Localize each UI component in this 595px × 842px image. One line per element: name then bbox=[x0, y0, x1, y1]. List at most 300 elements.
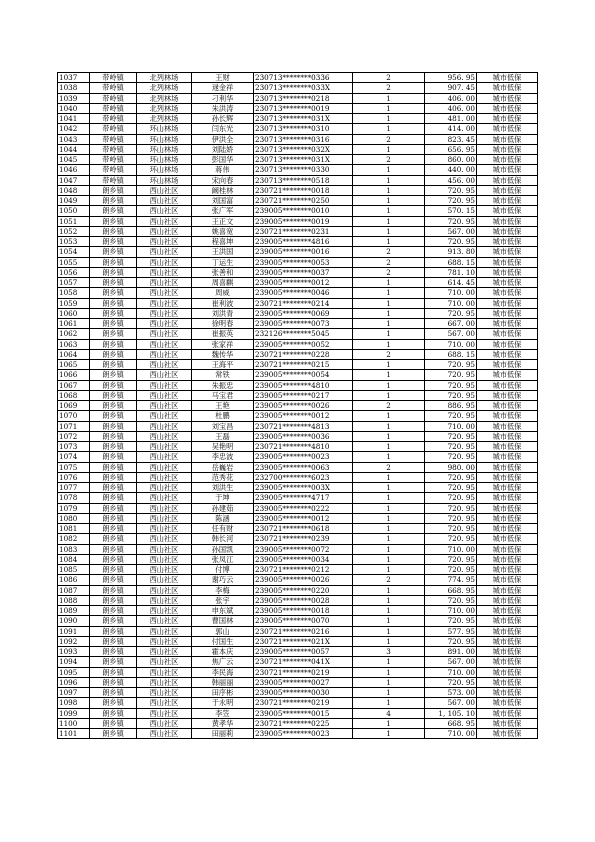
benefit-type-cell: 城市低保 bbox=[477, 401, 538, 411]
town-cell: 朗乡镇 bbox=[90, 452, 137, 462]
household-size-cell: 2 bbox=[353, 155, 425, 165]
amount-cell: 710. 00 bbox=[425, 298, 477, 308]
household-size-cell: 1 bbox=[353, 411, 425, 421]
household-size-cell: 1 bbox=[353, 390, 425, 400]
town-cell: 朗乡镇 bbox=[90, 237, 137, 247]
row-number-cell: 1100 bbox=[58, 718, 90, 728]
person-name-cell: 徐明春 bbox=[192, 319, 254, 329]
town-cell: 带岭镇 bbox=[90, 155, 137, 165]
town-cell: 朗乡镇 bbox=[90, 698, 137, 708]
row-number-cell: 1094 bbox=[58, 657, 90, 667]
person-name-cell: 王艳 bbox=[192, 401, 254, 411]
amount-cell: 720. 95 bbox=[425, 380, 477, 390]
row-number-cell: 1055 bbox=[58, 257, 90, 267]
table-row bbox=[58, 483, 538, 493]
amount-cell: 823. 45 bbox=[425, 134, 477, 144]
benefit-type-cell: 城市低保 bbox=[477, 349, 538, 359]
amount-cell: 667. 00 bbox=[425, 319, 477, 329]
table-row bbox=[58, 175, 538, 185]
row-number-cell: 1073 bbox=[58, 442, 90, 452]
town-cell: 朗乡镇 bbox=[90, 513, 137, 523]
town-cell: 带岭镇 bbox=[90, 144, 137, 154]
household-size-cell: 1 bbox=[353, 698, 425, 708]
id-number-cell: 239005********0023 bbox=[254, 729, 353, 739]
table-row bbox=[58, 308, 538, 318]
benefit-type-cell: 城市低保 bbox=[477, 411, 538, 421]
row-number-cell: 1044 bbox=[58, 144, 90, 154]
household-size-cell: 1 bbox=[353, 431, 425, 441]
town-cell: 朗乡镇 bbox=[90, 247, 137, 257]
table-row bbox=[58, 616, 538, 626]
person-name-cell: 田丽莉 bbox=[192, 729, 254, 739]
amount-cell: 720. 95 bbox=[425, 483, 477, 493]
amount-cell: 710. 00 bbox=[425, 339, 477, 349]
person-name-cell: 张宇 bbox=[192, 595, 254, 605]
benefit-type-cell: 城市低保 bbox=[477, 677, 538, 687]
household-size-cell: 1 bbox=[353, 513, 425, 523]
person-name-cell: 李民海 bbox=[192, 667, 254, 677]
person-name-cell: 曹国林 bbox=[192, 616, 254, 626]
household-size-cell: 1 bbox=[353, 298, 425, 308]
community-cell: 西山社区 bbox=[137, 185, 192, 195]
person-name-cell: 王财 bbox=[192, 73, 254, 83]
table-row bbox=[58, 165, 538, 175]
id-number-cell: 239005********0012 bbox=[254, 513, 353, 523]
household-size-cell: 1 bbox=[353, 524, 425, 534]
table-row bbox=[58, 585, 538, 595]
benefit-type-cell: 城市低保 bbox=[477, 206, 538, 216]
benefit-type-cell: 城市低保 bbox=[477, 144, 538, 154]
table-row bbox=[58, 349, 538, 359]
household-size-cell: 1 bbox=[353, 360, 425, 370]
benefit-type-cell: 城市低保 bbox=[477, 216, 538, 226]
community-cell: 西山社区 bbox=[137, 411, 192, 421]
id-number-cell: 230713********031X bbox=[254, 114, 353, 124]
community-cell: 西山社区 bbox=[137, 688, 192, 698]
row-number-cell: 1092 bbox=[58, 636, 90, 646]
table-row bbox=[58, 431, 538, 441]
row-number-cell: 1067 bbox=[58, 380, 90, 390]
amount-cell: 720. 95 bbox=[425, 565, 477, 575]
household-size-cell: 2 bbox=[353, 349, 425, 359]
amount-cell: 440. 00 bbox=[425, 165, 477, 175]
town-cell: 带岭镇 bbox=[90, 73, 137, 83]
amount-cell: 720. 95 bbox=[425, 677, 477, 687]
person-name-cell: 付博 bbox=[192, 565, 254, 575]
table-row bbox=[58, 667, 538, 677]
table-row bbox=[58, 595, 538, 605]
community-cell: 西山社区 bbox=[137, 196, 192, 206]
town-cell: 朗乡镇 bbox=[90, 718, 137, 728]
amount-cell: 710. 00 bbox=[425, 667, 477, 677]
town-cell: 朗乡镇 bbox=[90, 370, 137, 380]
town-cell: 带岭镇 bbox=[90, 175, 137, 185]
row-number-cell: 1081 bbox=[58, 524, 90, 534]
benefit-type-cell: 城市低保 bbox=[477, 667, 538, 677]
amount-cell: 1, 105. 10 bbox=[425, 708, 477, 718]
town-cell: 朗乡镇 bbox=[90, 206, 137, 216]
table-row bbox=[58, 73, 538, 83]
community-cell: 西山社区 bbox=[137, 319, 192, 329]
household-size-cell: 1 bbox=[353, 606, 425, 616]
table-row bbox=[58, 155, 538, 165]
household-size-cell: 1 bbox=[353, 667, 425, 677]
community-cell: 西山社区 bbox=[137, 339, 192, 349]
community-cell: 西山社区 bbox=[137, 606, 192, 616]
table-row bbox=[58, 93, 538, 103]
id-number-cell: 239005********0036 bbox=[254, 431, 353, 441]
household-size-cell: 1 bbox=[353, 616, 425, 626]
person-name-cell: 岳巍岩 bbox=[192, 462, 254, 472]
town-cell: 朗乡镇 bbox=[90, 483, 137, 493]
community-cell: 西山社区 bbox=[137, 513, 192, 523]
id-number-cell: 230721********4813 bbox=[254, 421, 353, 431]
benefit-type-cell: 城市低保 bbox=[477, 503, 538, 513]
town-cell: 朗乡镇 bbox=[90, 267, 137, 277]
person-name-cell: 孙国凯 bbox=[192, 544, 254, 554]
household-size-cell: 3 bbox=[353, 647, 425, 657]
person-name-cell: 李忠波 bbox=[192, 452, 254, 462]
person-name-cell: 陈涵 bbox=[192, 513, 254, 523]
row-number-cell: 1069 bbox=[58, 401, 90, 411]
community-cell: 西山社区 bbox=[137, 278, 192, 288]
amount-cell: 710. 00 bbox=[425, 544, 477, 554]
amount-cell: 720. 95 bbox=[425, 452, 477, 462]
amount-cell: 720. 95 bbox=[425, 431, 477, 441]
benefit-type-cell: 城市低保 bbox=[477, 554, 538, 564]
household-size-cell: 1 bbox=[353, 442, 425, 452]
benefit-type-cell: 城市低保 bbox=[477, 708, 538, 718]
benefit-type-cell: 城市低保 bbox=[477, 329, 538, 339]
town-cell: 朗乡镇 bbox=[90, 493, 137, 503]
benefit-type-cell: 城市低保 bbox=[477, 196, 538, 206]
row-number-cell: 1043 bbox=[58, 134, 90, 144]
town-cell: 朗乡镇 bbox=[90, 472, 137, 482]
table-row bbox=[58, 452, 538, 462]
household-size-cell: 4 bbox=[353, 708, 425, 718]
community-cell: 环山林场 bbox=[137, 165, 192, 175]
amount-cell: 891. 00 bbox=[425, 647, 477, 657]
row-number-cell: 1047 bbox=[58, 175, 90, 185]
person-name-cell: 周喜麒 bbox=[192, 278, 254, 288]
table-row bbox=[58, 575, 538, 585]
id-number-cell: 230721********0228 bbox=[254, 349, 353, 359]
benefit-type-cell: 城市低保 bbox=[477, 647, 538, 657]
person-name-cell: 刘陆娇 bbox=[192, 144, 254, 154]
table-row bbox=[58, 626, 538, 636]
community-cell: 西山社区 bbox=[137, 390, 192, 400]
benefit-type-cell: 城市低保 bbox=[477, 657, 538, 667]
benefit-type-cell: 城市低保 bbox=[477, 165, 538, 175]
row-number-cell: 1063 bbox=[58, 339, 90, 349]
row-number-cell: 1083 bbox=[58, 544, 90, 554]
community-cell: 西山社区 bbox=[137, 493, 192, 503]
id-number-cell: 230721********4810 bbox=[254, 442, 353, 452]
town-cell: 朗乡镇 bbox=[90, 185, 137, 195]
benefit-type-cell: 城市低保 bbox=[477, 575, 538, 585]
id-number-cell: 230721********0219 bbox=[254, 667, 353, 677]
amount-cell: 567. 00 bbox=[425, 226, 477, 236]
table-row bbox=[58, 708, 538, 718]
id-number-cell: 239005********0072 bbox=[254, 544, 353, 554]
person-name-cell: 刁利华 bbox=[192, 93, 254, 103]
id-number-cell: 230713********0336 bbox=[254, 73, 353, 83]
table-row bbox=[58, 319, 538, 329]
id-number-cell: 239005********0026 bbox=[254, 401, 353, 411]
household-size-cell: 1 bbox=[353, 729, 425, 739]
benefit-type-cell: 城市低保 bbox=[477, 472, 538, 482]
household-size-cell: 1 bbox=[353, 103, 425, 113]
table-row bbox=[58, 472, 538, 482]
person-name-cell: 黄孝华 bbox=[192, 718, 254, 728]
row-number-cell: 1039 bbox=[58, 93, 90, 103]
town-cell: 朗乡镇 bbox=[90, 442, 137, 452]
amount-cell: 781. 10 bbox=[425, 267, 477, 277]
benefit-type-cell: 城市低保 bbox=[477, 298, 538, 308]
id-number-cell: 239005********0057 bbox=[254, 647, 353, 657]
benefit-type-cell: 城市低保 bbox=[477, 524, 538, 534]
table-row bbox=[58, 298, 538, 308]
community-cell: 西山社区 bbox=[137, 206, 192, 216]
community-cell: 西山社区 bbox=[137, 534, 192, 544]
person-name-cell: 范秀花 bbox=[192, 472, 254, 482]
id-number-cell: 230713********0218 bbox=[254, 93, 353, 103]
amount-cell: 710. 00 bbox=[425, 606, 477, 616]
community-cell: 西山社区 bbox=[137, 237, 192, 247]
community-cell: 环山林场 bbox=[137, 175, 192, 185]
benefit-type-cell: 城市低保 bbox=[477, 595, 538, 605]
benefit-type-cell: 城市低保 bbox=[477, 565, 538, 575]
benefit-type-cell: 城市低保 bbox=[477, 636, 538, 646]
benefit-type-cell: 城市低保 bbox=[477, 390, 538, 400]
town-cell: 朗乡镇 bbox=[90, 319, 137, 329]
community-cell: 西山社区 bbox=[137, 708, 192, 718]
amount-cell: 913. 80 bbox=[425, 247, 477, 257]
person-name-cell: 霍本庆 bbox=[192, 647, 254, 657]
benefit-type-cell: 城市低保 bbox=[477, 73, 538, 83]
table-row bbox=[58, 606, 538, 616]
person-name-cell: 王磊 bbox=[192, 431, 254, 441]
household-size-cell: 1 bbox=[353, 196, 425, 206]
community-cell: 西山社区 bbox=[137, 677, 192, 687]
amount-cell: 720. 95 bbox=[425, 513, 477, 523]
row-number-cell: 1068 bbox=[58, 390, 90, 400]
household-size-cell: 1 bbox=[353, 329, 425, 339]
id-number-cell: 239005********0220 bbox=[254, 585, 353, 595]
table-row bbox=[58, 513, 538, 523]
row-number-cell: 1057 bbox=[58, 278, 90, 288]
amount-cell: 710. 00 bbox=[425, 288, 477, 298]
amount-cell: 980. 00 bbox=[425, 462, 477, 472]
table-row bbox=[58, 124, 538, 134]
row-number-cell: 1059 bbox=[58, 298, 90, 308]
town-cell: 朗乡镇 bbox=[90, 626, 137, 636]
person-name-cell: 姚喜宽 bbox=[192, 226, 254, 236]
community-cell: 北列林场 bbox=[137, 73, 192, 83]
id-number-cell: 239005********0070 bbox=[254, 616, 353, 626]
benefit-type-cell: 城市低保 bbox=[477, 237, 538, 247]
household-size-cell: 1 bbox=[353, 319, 425, 329]
household-size-cell: 1 bbox=[353, 503, 425, 513]
amount-cell: 907. 45 bbox=[425, 83, 477, 93]
community-cell: 西山社区 bbox=[137, 329, 192, 339]
community-cell: 西山社区 bbox=[137, 216, 192, 226]
amount-cell: 720. 95 bbox=[425, 370, 477, 380]
amount-cell: 406. 00 bbox=[425, 103, 477, 113]
person-name-cell: 闫东光 bbox=[192, 124, 254, 134]
community-cell: 西山社区 bbox=[137, 585, 192, 595]
table-row bbox=[58, 83, 538, 93]
id-number-cell: 230721********0219 bbox=[254, 698, 353, 708]
id-number-cell: 239005********003X bbox=[254, 483, 353, 493]
person-name-cell: 王洪国 bbox=[192, 247, 254, 257]
id-number-cell: 230721********0618 bbox=[254, 524, 353, 534]
town-cell: 朗乡镇 bbox=[90, 636, 137, 646]
benefit-type-cell: 城市低保 bbox=[477, 493, 538, 503]
community-cell: 西山社区 bbox=[137, 247, 192, 257]
town-cell: 朗乡镇 bbox=[90, 585, 137, 595]
amount-cell: 567. 00 bbox=[425, 698, 477, 708]
row-number-cell: 1086 bbox=[58, 575, 90, 585]
amount-cell: 720. 95 bbox=[425, 636, 477, 646]
amount-cell: 567. 00 bbox=[425, 329, 477, 339]
amount-cell: 481. 00 bbox=[425, 114, 477, 124]
town-cell: 朗乡镇 bbox=[90, 349, 137, 359]
row-number-cell: 1087 bbox=[58, 585, 90, 595]
town-cell: 朗乡镇 bbox=[90, 196, 137, 206]
amount-cell: 720. 95 bbox=[425, 524, 477, 534]
community-cell: 西山社区 bbox=[137, 544, 192, 554]
id-number-cell: 239005********4816 bbox=[254, 237, 353, 247]
table-row bbox=[58, 380, 538, 390]
id-number-cell: 239005********0026 bbox=[254, 575, 353, 585]
row-number-cell: 1048 bbox=[58, 185, 90, 195]
person-name-cell: 王正文 bbox=[192, 216, 254, 226]
benefit-type-cell: 城市低保 bbox=[477, 308, 538, 318]
community-cell: 北列林场 bbox=[137, 103, 192, 113]
household-size-cell: 1 bbox=[353, 370, 425, 380]
person-name-cell: 焦广云 bbox=[192, 657, 254, 667]
row-number-cell: 1097 bbox=[58, 688, 90, 698]
community-cell: 西山社区 bbox=[137, 380, 192, 390]
town-cell: 朗乡镇 bbox=[90, 288, 137, 298]
community-cell: 西山社区 bbox=[137, 401, 192, 411]
household-size-cell: 1 bbox=[353, 185, 425, 195]
amount-cell: 456. 00 bbox=[425, 175, 477, 185]
community-cell: 西山社区 bbox=[137, 636, 192, 646]
town-cell: 朗乡镇 bbox=[90, 503, 137, 513]
household-size-cell: 2 bbox=[353, 134, 425, 144]
amount-cell: 720. 95 bbox=[425, 534, 477, 544]
person-name-cell: 刘国富 bbox=[192, 196, 254, 206]
row-number-cell: 1066 bbox=[58, 370, 90, 380]
id-number-cell: 239005********0069 bbox=[254, 308, 353, 318]
town-cell: 带岭镇 bbox=[90, 134, 137, 144]
community-cell: 西山社区 bbox=[137, 718, 192, 728]
household-size-cell: 2 bbox=[353, 401, 425, 411]
person-name-cell: 孙建茹 bbox=[192, 503, 254, 513]
id-number-cell: 230721********0216 bbox=[254, 626, 353, 636]
town-cell: 朗乡镇 bbox=[90, 390, 137, 400]
row-number-cell: 1054 bbox=[58, 247, 90, 257]
id-number-cell: 239005********0028 bbox=[254, 595, 353, 605]
community-cell: 西山社区 bbox=[137, 698, 192, 708]
amount-cell: 710. 00 bbox=[425, 421, 477, 431]
benefit-type-cell: 城市低保 bbox=[477, 93, 538, 103]
household-size-cell: 1 bbox=[353, 216, 425, 226]
person-name-cell: 田序彬 bbox=[192, 688, 254, 698]
table-body bbox=[58, 73, 538, 739]
household-size-cell: 2 bbox=[353, 257, 425, 267]
household-size-cell: 1 bbox=[353, 226, 425, 236]
community-cell: 西山社区 bbox=[137, 595, 192, 605]
benefit-type-cell: 城市低保 bbox=[477, 483, 538, 493]
person-name-cell: 魏传华 bbox=[192, 349, 254, 359]
table-row bbox=[58, 134, 538, 144]
amount-cell: 720. 95 bbox=[425, 616, 477, 626]
amount-cell: 720. 95 bbox=[425, 411, 477, 421]
town-cell: 朗乡镇 bbox=[90, 298, 137, 308]
community-cell: 西山社区 bbox=[137, 370, 192, 380]
id-number-cell: 230721********0212 bbox=[254, 565, 353, 575]
person-name-cell: 于永明 bbox=[192, 698, 254, 708]
benefit-type-cell: 城市低保 bbox=[477, 626, 538, 636]
household-size-cell: 2 bbox=[353, 267, 425, 277]
person-name-cell: 吴艳明 bbox=[192, 442, 254, 452]
town-cell: 朗乡镇 bbox=[90, 708, 137, 718]
community-cell: 西山社区 bbox=[137, 349, 192, 359]
person-name-cell: 刘洪生 bbox=[192, 483, 254, 493]
community-cell: 环山林场 bbox=[137, 155, 192, 165]
benefit-type-cell: 城市低保 bbox=[477, 114, 538, 124]
household-size-cell: 1 bbox=[353, 288, 425, 298]
benefit-type-cell: 城市低保 bbox=[477, 698, 538, 708]
benefit-type-cell: 城市低保 bbox=[477, 103, 538, 113]
person-name-cell: 崔利波 bbox=[192, 298, 254, 308]
id-number-cell: 239005********0054 bbox=[254, 370, 353, 380]
id-number-cell: 239005********0027 bbox=[254, 677, 353, 687]
row-number-cell: 1052 bbox=[58, 226, 90, 236]
benefit-type-cell: 城市低保 bbox=[477, 585, 538, 595]
household-size-cell: 1 bbox=[353, 114, 425, 124]
table-row bbox=[58, 401, 538, 411]
person-name-cell: 杜鹏 bbox=[192, 411, 254, 421]
table-row bbox=[58, 226, 538, 236]
table-row bbox=[58, 636, 538, 646]
town-cell: 带岭镇 bbox=[90, 114, 137, 124]
household-size-cell: 1 bbox=[353, 493, 425, 503]
town-cell: 朗乡镇 bbox=[90, 360, 137, 370]
household-size-cell: 1 bbox=[353, 421, 425, 431]
person-name-cell: 谢巧云 bbox=[192, 575, 254, 585]
amount-cell: 720. 95 bbox=[425, 237, 477, 247]
id-number-cell: 239005********0046 bbox=[254, 288, 353, 298]
id-number-cell: 230713********032X bbox=[254, 144, 353, 154]
benefit-type-cell: 城市低保 bbox=[477, 124, 538, 134]
row-number-cell: 1101 bbox=[58, 729, 90, 739]
table-row bbox=[58, 657, 538, 667]
household-size-cell: 1 bbox=[353, 165, 425, 175]
community-cell: 西山社区 bbox=[137, 421, 192, 431]
id-number-cell: 230713********0518 bbox=[254, 175, 353, 185]
town-cell: 朗乡镇 bbox=[90, 226, 137, 236]
table-row bbox=[58, 442, 538, 452]
table-row bbox=[58, 185, 538, 195]
town-cell: 朗乡镇 bbox=[90, 606, 137, 616]
community-cell: 西山社区 bbox=[137, 524, 192, 534]
benefit-type-cell: 城市低保 bbox=[477, 452, 538, 462]
community-cell: 西山社区 bbox=[137, 308, 192, 318]
